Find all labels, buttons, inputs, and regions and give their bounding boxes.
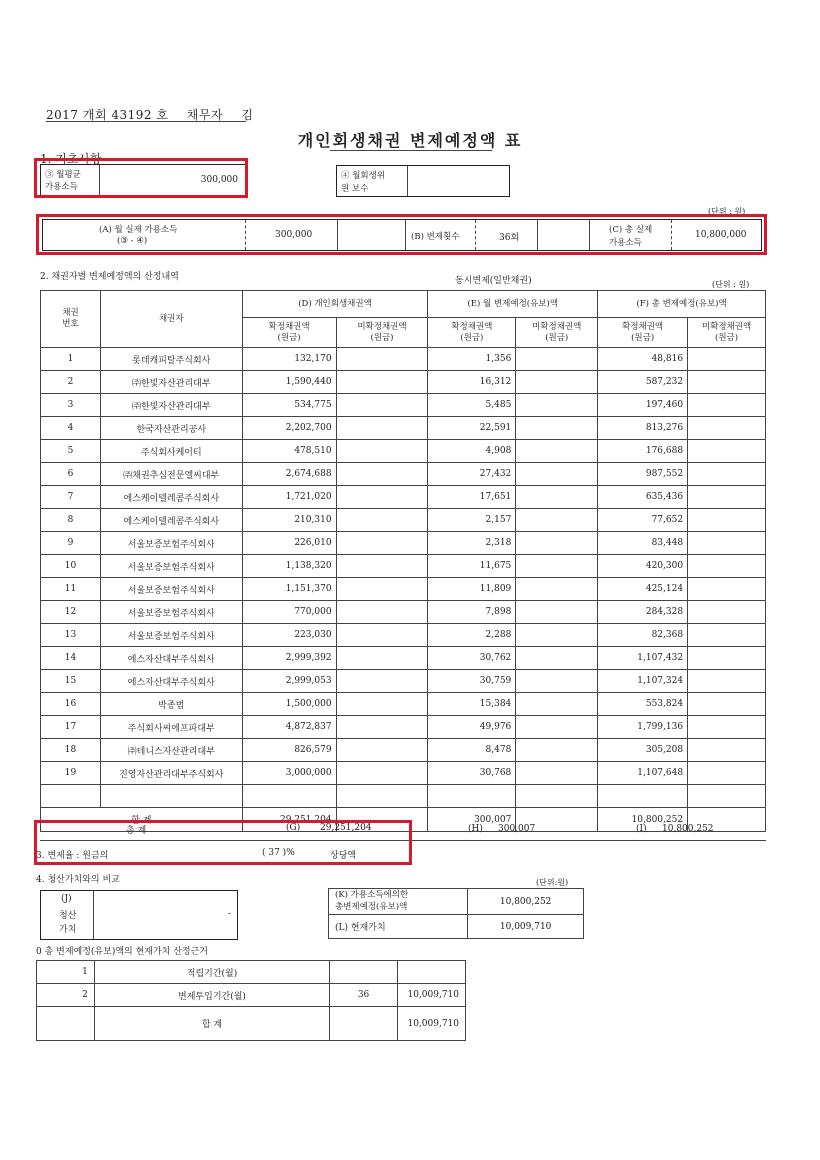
confirmed-claim: 2,999,053 [242,670,336,693]
row-number: 19 [41,762,101,785]
total-repayment: 635,436 [598,486,688,509]
divider [407,166,408,196]
h-label: (H) [468,824,483,834]
pv-basis-table [36,960,466,1041]
table-row [41,509,766,532]
table-row [41,670,766,693]
monthly-repayment: 2,288 [428,624,516,647]
total-unconfirmed [688,739,766,762]
j-label: (J) [61,894,72,904]
sum-d: 29,251,204 [242,808,336,832]
row-number: 3 [41,394,101,417]
total-unconfirmed [688,463,766,486]
section2-subtitle: 동시변제(일반채권) [455,276,532,286]
monthly-unconfirmed [516,371,598,394]
unconfirmed-claim [336,555,428,578]
repayment-rate: ( 37 )% [262,848,295,858]
total-unconfirmed [688,440,766,463]
j-label-2: 청산 [59,911,77,921]
creditor-name: 서울보증보험주식회사 [100,555,242,578]
l-value: 10,009,710 [468,915,584,939]
table-row [41,371,766,394]
pv-sum-value: 10,009,710 [397,1007,465,1041]
row-number: 15 [41,670,101,693]
creditor-name: ㈜한빛자산관리대부 [100,394,242,417]
confirmed-claim: 1,590,440 [242,371,336,394]
monthly-income-value: 300,000 [200,175,238,185]
unconfirmed-claim [336,463,428,486]
debtor-name: 김 [241,108,254,122]
table-row [41,716,766,739]
creditor-name: 박종범 [100,693,242,716]
monthly-unconfirmed [516,555,598,578]
table-row [41,762,766,785]
creditor-name: 롯데캐피탈주식회사 [100,348,242,371]
unconfirmed-claim [336,693,428,716]
creditor-name: 에스자산대부주식회사 [100,670,242,693]
total-repayment: 1,107,648 [598,762,688,785]
row-number: 6 [41,463,101,486]
b-label: (B) 변제횟수 [411,232,460,242]
total-repayment: 553,824 [598,693,688,716]
row-number: 18 [41,739,101,762]
pv-row-2: 2 변제투입기간(월) 36 10,009,710 [37,984,466,1007]
highlight-total-rate [34,820,412,865]
monthly-unconfirmed [516,532,598,555]
total-unconfirmed [688,555,766,578]
confirmed-claim: 478,510 [242,440,336,463]
a-label: (A) 월 실제 가용소득 [99,225,178,235]
table-row [41,394,766,417]
total-repayment: 176,688 [598,440,688,463]
table-row [41,647,766,670]
row-number: 4 [41,417,101,440]
confirmed-claim: 132,170 [242,348,336,371]
monthly-repayment: 2,318 [428,532,516,555]
i-label: (I) [636,824,647,834]
creditor-name: 에스케이텔레콤주식회사 [100,486,242,509]
header-creditor: 채권자 [100,291,242,348]
unconfirmed-claim [336,601,428,624]
creditor-name: 주식회사씨에프파대부 [100,716,242,739]
creditor-table [40,290,766,832]
creditor-name: 서울보증보험주식회사 [100,624,242,647]
unconfirmed-claim [336,532,428,555]
total-unconfirmed [688,578,766,601]
monthly-unconfirmed [516,670,598,693]
j-label-3: 가치 [59,925,77,935]
rate-suffix: 상당액 [330,851,357,861]
j-value: - [227,909,231,919]
total-unconfirmed [688,601,766,624]
k-label: (K) 가용소득에의한 총변제예정(유보)액 [329,889,468,915]
total-repayment: 425,124 [598,578,688,601]
total-unconfirmed [688,486,766,509]
confirmed-claim: 4,872,837 [242,716,336,739]
monthly-repayment: 30,762 [428,647,516,670]
unconfirmed-claim [336,647,428,670]
monthly-unconfirmed [516,624,598,647]
creditor-name: 서울보증보험주식회사 [100,578,242,601]
confirmed-claim: 2,674,688 [242,463,336,486]
unconfirmed-claim [336,417,428,440]
case-number: 2017 개회 43192 호 [46,108,169,122]
table-row [41,693,766,716]
total-label: 총 계 [126,826,147,836]
g-value: 29,251,204 [320,823,372,833]
header-f-confirmed: 확정채권액 (원금) [598,318,688,348]
total-unconfirmed [688,394,766,417]
total-unconfirmed [688,532,766,555]
total-repayment: 284,328 [598,601,688,624]
confirmed-claim: 770,000 [242,601,336,624]
sum-e: 300,007 [428,808,516,832]
monthly-unconfirmed [516,394,598,417]
monthly-unconfirmed [516,647,598,670]
monthly-repayment: 27,432 [428,463,516,486]
creditor-name: ㈜한빛자산관리대부 [100,371,242,394]
section1-title: 1. 기초사항 [40,152,102,166]
unconfirmed-claim [336,371,428,394]
row-number: 14 [41,647,101,670]
c-label-2: 가용소득 [609,238,642,248]
confirmed-claim: 1,138,320 [242,555,336,578]
sum-label: 합 계 [41,808,243,832]
monthly-unconfirmed [516,716,598,739]
monthly-repayment: 1,356 [428,348,516,371]
table-row [41,348,766,371]
total-unconfirmed [688,624,766,647]
monthly-unconfirmed [516,601,598,624]
k-value: 10,800,252 [468,889,584,915]
creditor-name: 에스케이텔레콤주식회사 [100,509,242,532]
total-repayment: 82,368 [598,624,688,647]
h-value: 300,007 [498,824,536,834]
confirmed-claim: 210,310 [242,509,336,532]
b-value: 36회 [499,233,520,243]
section3-title: 3. 변제율 : 원금의 [36,851,109,861]
table-row [41,624,766,647]
row-number: 2 [41,371,101,394]
creditor-name: 주식회사케이티 [100,440,242,463]
total-unconfirmed [688,670,766,693]
unconfirmed-claim [336,394,428,417]
monthly-unconfirmed [516,578,598,601]
creditor-name: ㈜테니스자산관리대부 [100,739,242,762]
monthly-repayment: 16,312 [428,371,516,394]
header-f-unconfirmed: 미확정채권액 (원금) [688,318,766,348]
total-repayment: 1,107,432 [598,647,688,670]
total-repayment: 83,448 [598,532,688,555]
unconfirmed-claim [336,578,428,601]
row-number: 1 [41,348,101,371]
debtor-label: 채무자 [186,108,224,122]
sum-f: 10,800,252 [598,808,688,832]
unconfirmed-claim [336,486,428,509]
section5-title: 0 총 변제예정(유보)액의 현재가치 산정근거 [36,947,208,957]
unconfirmed-claim [336,348,428,371]
row-number: 12 [41,601,101,624]
row-number: 16 [41,693,101,716]
unconfirmed-claim [336,509,428,532]
creditor-name: ㈜채권추심전문엘씨대부 [100,463,242,486]
monthly-unconfirmed [516,739,598,762]
header-underline [46,121,246,122]
total-unconfirmed [688,371,766,394]
table-row [41,601,766,624]
monthly-repayment: 11,675 [428,555,516,578]
g-label: (G) [286,823,301,833]
monthly-repayment: 5,485 [428,394,516,417]
table-row [41,463,766,486]
monthly-unconfirmed [516,463,598,486]
total-unconfirmed [688,693,766,716]
confirmed-claim: 1,721,020 [242,486,336,509]
pv-row-1: 1 적립기간(월) [37,961,466,984]
header-f: (F) 총 변제예정(유보)액 [598,291,766,318]
header-d-unconfirmed: 미확정채권액 (원금) [336,318,428,348]
header-e-unconfirmed: 미확정채권액 (원금) [516,318,598,348]
unconfirmed-claim [336,624,428,647]
monthly-unconfirmed [516,486,598,509]
total-unconfirmed [688,647,766,670]
row-number: 11 [41,578,101,601]
table-row [41,739,766,762]
pv-sum-row [37,1007,466,1041]
confirmed-claim: 1,151,370 [242,578,336,601]
total-unconfirmed [688,348,766,371]
total-unconfirmed [688,716,766,739]
monthly-repayment: 49,976 [428,716,516,739]
empty-row [41,785,766,808]
creditor-name: 진영자산관리대부주식회사 [100,762,242,785]
unconfirmed-claim [336,670,428,693]
total-repayment: 987,552 [598,463,688,486]
confirmed-claim: 2,202,700 [242,417,336,440]
c-label: (C) 총 실제 [609,225,653,235]
a-label-2: (③ - ④) [117,236,148,246]
monthly-unconfirmed [516,509,598,532]
table-row [41,440,766,463]
row-number: 9 [41,532,101,555]
row-number: 7 [41,486,101,509]
confirmed-claim: 223,030 [242,624,336,647]
creditor-name: 에스자산대부주식회사 [100,647,242,670]
row-number: 8 [41,509,101,532]
total-unconfirmed [688,762,766,785]
confirmed-claim: 3,000,000 [242,762,336,785]
section4-title: 4. 청산가치와의 비교 [36,875,120,885]
row-number: 10 [41,555,101,578]
header-e-confirmed: 확정채권액 (원금) [428,318,516,348]
monthly-unconfirmed [516,762,598,785]
confirmed-claim: 1,500,000 [242,693,336,716]
creditor-name: 서울보증보험주식회사 [100,532,242,555]
monthly-repayment: 17,651 [428,486,516,509]
unconfirmed-claim [336,716,428,739]
header-d: (D) 개인회생채권액 [242,291,428,318]
total-repayment: 197,460 [598,394,688,417]
confirmed-claim: 226,010 [242,532,336,555]
unconfirmed-claim [336,739,428,762]
title-underline [330,150,492,151]
monthly-unconfirmed [516,417,598,440]
table-row [41,417,766,440]
row-number: 5 [41,440,101,463]
divider [93,891,94,939]
monthly-repayment: 11,809 [428,578,516,601]
highlight-monthly-income [34,158,248,198]
document-title: 개인회생채권 변제예정액 표 [297,131,523,150]
pv-sum-label: 합 계 [94,1007,329,1041]
present-value-table [328,888,584,939]
total-repayment: 420,300 [598,555,688,578]
total-repayment: 305,208 [598,739,688,762]
creditor-name: 서울보증보험주식회사 [100,601,242,624]
monthly-income-label: ③ 월평균 [45,170,81,180]
table-row [41,532,766,555]
unconfirmed-claim [336,762,428,785]
trustee-fee-label-2: 원 보수 [341,184,369,194]
header-d-confirmed: 확정채권액 (원금) [242,318,336,348]
total-repayment: 77,652 [598,509,688,532]
table-row [41,486,766,509]
monthly-unconfirmed [516,348,598,371]
header-e: (E) 월 변제예정(유보)액 [428,291,598,318]
row-number: 17 [41,716,101,739]
total-repayment: 1,799,136 [598,716,688,739]
total-unconfirmed [688,417,766,440]
monthly-unconfirmed [516,440,598,463]
table-row [41,555,766,578]
monthly-repayment: 15,384 [428,693,516,716]
monthly-repayment: 4,908 [428,440,516,463]
liquidation-box [40,890,238,940]
total-repayment: 587,232 [598,371,688,394]
monthly-repayment: 2,157 [428,509,516,532]
section2-unit: (단위 : 원) [712,280,750,289]
c-value: 10,800,000 [695,230,747,240]
i-value: 10,800,252 [662,824,714,834]
total-repayment: 1,107,324 [598,670,688,693]
monthly-unconfirmed [516,693,598,716]
total-repayment: 48,816 [598,348,688,371]
confirmed-claim: 534,775 [242,394,336,417]
header-no: 채권 번호 [41,291,101,348]
monthly-income-label-2: 가용소득 [45,182,78,192]
confirmed-claim: 2,999,392 [242,647,336,670]
trustee-fee-box [336,165,510,197]
monthly-repayment: 22,591 [428,417,516,440]
unconfirmed-claim [336,440,428,463]
total-unconfirmed [688,509,766,532]
confirmed-claim: 826,579 [242,739,336,762]
creditor-name: 한국자산관리공사 [100,417,242,440]
monthly-repayment: 8,478 [428,739,516,762]
total-repayment: 813,276 [598,417,688,440]
section2-title: 2. 채권자별 변제예정액의 산정내역 [40,272,179,282]
table-row [41,578,766,601]
trustee-fee-label: ④ 월회생위 [341,171,386,181]
highlight-income-summary [36,214,767,255]
monthly-repayment: 30,759 [428,670,516,693]
section4-unit: (단위:원) [536,878,569,887]
monthly-repayment: 7,898 [428,601,516,624]
a-value: 300,000 [275,230,313,240]
monthly-repayment: 30,768 [428,762,516,785]
l-label: (L) 현재가치 [329,915,468,939]
unit-label: (단위 : 원) [708,207,746,216]
row-number: 13 [41,624,101,647]
